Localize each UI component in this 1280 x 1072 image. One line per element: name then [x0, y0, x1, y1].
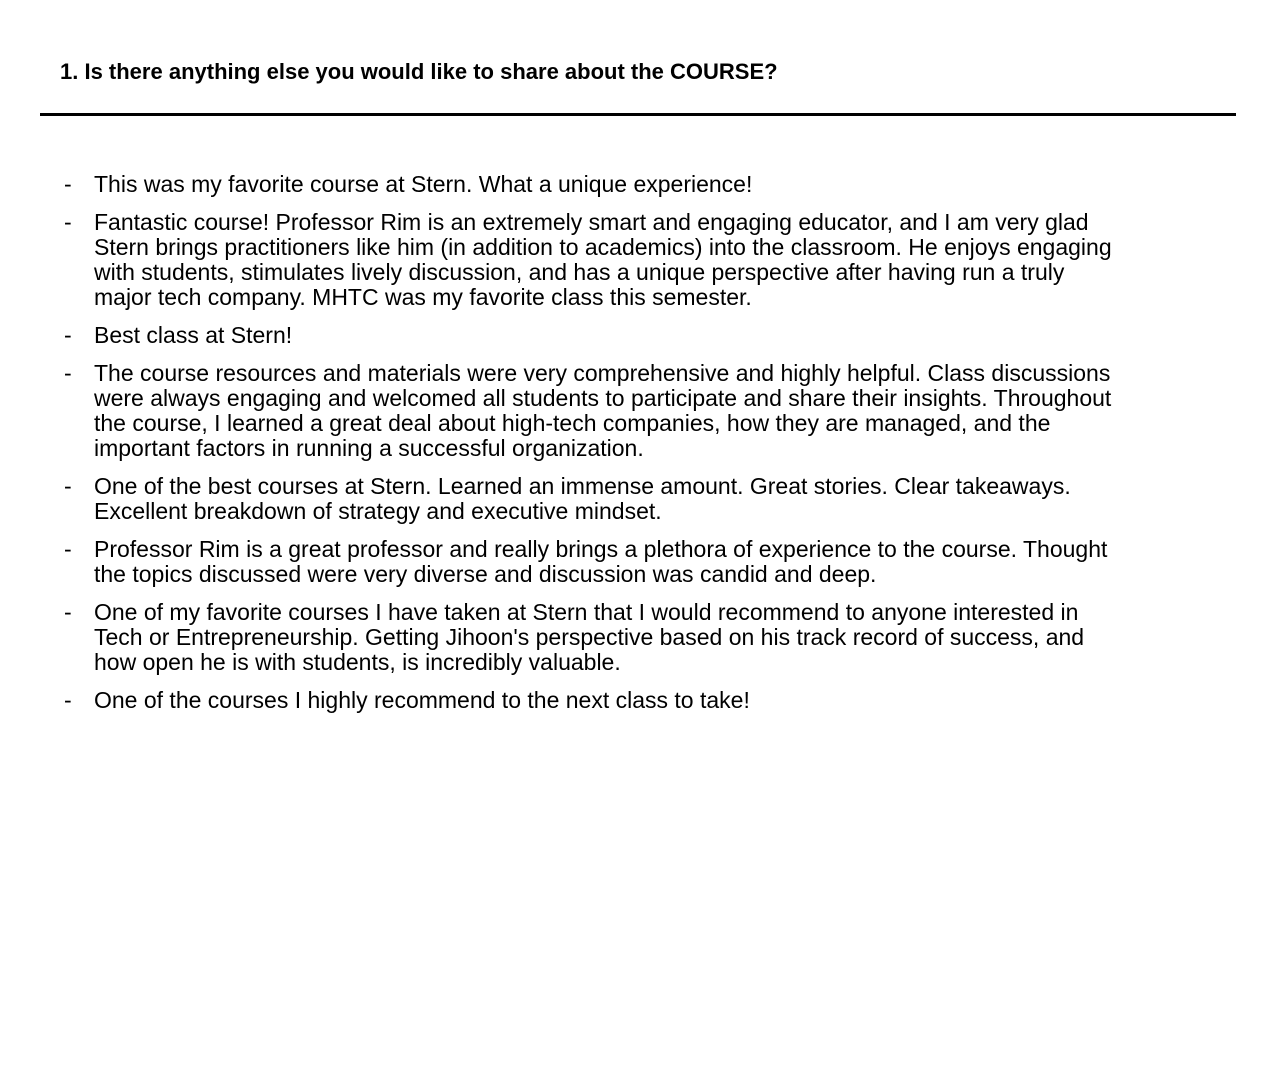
comment-line: Best class at Stern!	[94, 322, 293, 349]
comment-item	[64, 323, 1224, 348]
bullet-dash: -	[64, 322, 72, 349]
comment-line: how open he is with students, is incredibly valuable.	[94, 649, 621, 676]
comment-line: the course, I learned a great deal about high-tech companies, how they are managed, and the	[94, 410, 1051, 437]
comment-item	[64, 172, 1224, 197]
comment-line: One of the best courses at Stern. Learned an immense amount. Great stories. Clear takeaways.	[94, 473, 1071, 500]
comment-item	[64, 474, 1224, 524]
bullet-dash: -	[64, 686, 72, 713]
comment-item	[64, 537, 1224, 587]
comment-line: Tech or Entrepreneurship. Getting Jihoon's perspective based on his track record of success, and	[94, 624, 1085, 651]
bullet-dash: -	[64, 359, 72, 386]
bullet-dash: -	[64, 535, 72, 562]
comment-line: This was my favorite course at Stern. What a unique experience!	[94, 171, 753, 197]
comment-line: major tech company. MHTC was my favorite class this semester.	[94, 284, 752, 311]
comment-item	[64, 210, 1224, 311]
comment-item	[64, 688, 1224, 713]
question-heading: 1. Is there anything else you would like to share about the COURSE?	[60, 59, 778, 84]
comment-item	[64, 361, 1224, 462]
comment-item	[64, 600, 1224, 676]
bullet-dash: -	[64, 208, 72, 235]
heading-divider	[40, 113, 1236, 116]
bullet-dash: -	[64, 171, 72, 197]
comment-line: One of the courses I highly recommend to the next class to take!	[94, 686, 750, 713]
comment-line: The course resources and materials were very comprehensive and highly helpful. Class discussions	[94, 359, 1111, 386]
comment-line: with students, stimulates lively discussion, and has a unique perspective after having run a truly	[94, 259, 1065, 286]
comment-line: One of my favorite courses I have taken at Stern that I would recommend to anyone interested in	[94, 598, 1079, 625]
comment-line: Excellent breakdown of strategy and executive mindset.	[94, 498, 662, 525]
comment-line: the topics discussed were very diverse and discussion was candid and deep.	[94, 561, 877, 588]
comment-line: Professor Rim is a great professor and really brings a plethora of experience to the course. Thought	[94, 535, 1108, 562]
bullet-dash: -	[64, 598, 72, 625]
comment-line: were always engaging and welcomed all students to participate and share their insights. Throughout	[94, 384, 1112, 411]
comment-line: Fantastic course! Professor Rim is an extremely smart and engaging educator, and I am very glad	[94, 208, 1089, 235]
comment-line: important factors in running a successful organization.	[94, 435, 644, 462]
bullet-dash: -	[64, 473, 72, 500]
comment-line: Stern brings practitioners like him (in addition to academics) into the classroom. He enjoys engaging	[94, 233, 1112, 260]
comment-list	[64, 172, 1224, 726]
